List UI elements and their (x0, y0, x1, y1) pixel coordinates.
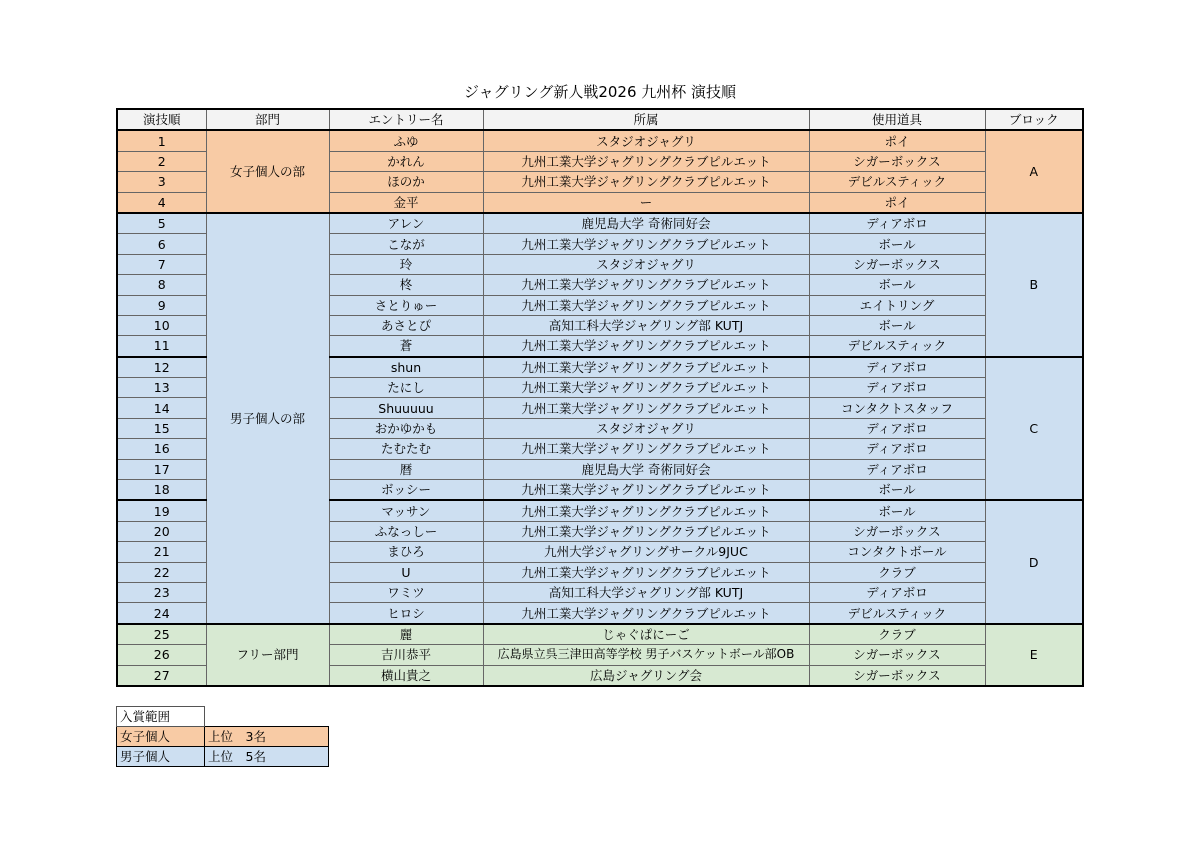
affiliation-cell: 九州工業大学ジャグリングクラブピルエット (483, 398, 809, 418)
prop-cell: ディアボロ (809, 459, 985, 479)
entry-name-cell: マッサン (329, 500, 483, 521)
order-cell: 15 (117, 418, 206, 438)
prop-cell: ディアボロ (809, 357, 985, 378)
affiliation-cell: 高知工科大学ジャグリング部 KUTJ (483, 315, 809, 335)
order-cell: 18 (117, 480, 206, 501)
prop-cell: コンタクトスタッフ (809, 398, 985, 418)
entry-name-cell: 蒼 (329, 336, 483, 357)
affiliation-cell: 九州工業大学ジャグリングクラブピルエット (483, 603, 809, 624)
entry-name-cell: ワミツ (329, 582, 483, 602)
block-c: C (985, 357, 1083, 501)
division-men: 男子個人の部 (206, 213, 329, 624)
affiliation-cell: 九州大学ジャグリングサークル9JUC (483, 542, 809, 562)
order-cell: 7 (117, 254, 206, 274)
order-cell: 24 (117, 603, 206, 624)
award-header-row (117, 707, 329, 727)
entry-name-cell: さとりゅー (329, 295, 483, 315)
order-cell: 10 (117, 315, 206, 335)
order-cell: 17 (117, 459, 206, 479)
order-cell: 27 (117, 665, 206, 686)
block-b: B (985, 213, 1083, 357)
entry-name-cell: ヒロシ (329, 603, 483, 624)
prop-cell: ボール (809, 275, 985, 295)
prop-cell: ボール (809, 234, 985, 254)
order-cell: 1 (117, 130, 206, 151)
award-label: 男子個人 (117, 747, 205, 767)
award-row-women (117, 727, 329, 747)
table-row (117, 213, 1083, 234)
order-cell: 14 (117, 398, 206, 418)
affiliation-cell: 九州工業大学ジャグリングクラブピルエット (483, 439, 809, 459)
header-order: 演技順 (117, 109, 206, 130)
affiliation-cell: ー (483, 192, 809, 213)
award-header-blank (205, 707, 329, 727)
affiliation-cell: 九州工業大学ジャグリングクラブピルエット (483, 357, 809, 378)
order-cell: 16 (117, 439, 206, 459)
entry-name-cell: まひろ (329, 542, 483, 562)
prop-cell: デビルスティック (809, 172, 985, 192)
performance-order-table (116, 108, 1084, 687)
affiliation-cell: 広島県立呉三津田高等学校 男子バスケットボール部OB (483, 645, 809, 665)
order-cell: 19 (117, 500, 206, 521)
prop-cell: ディアボロ (809, 378, 985, 398)
prop-cell: ディアボロ (809, 582, 985, 602)
affiliation-cell: 九州工業大学ジャグリングクラブピルエット (483, 275, 809, 295)
prop-cell: デビルスティック (809, 603, 985, 624)
award-range-table (116, 706, 329, 767)
entry-name-cell: ふなっしー (329, 521, 483, 541)
order-cell: 5 (117, 213, 206, 234)
prop-cell: コンタクトボール (809, 542, 985, 562)
page-title: ジャグリング新人戦2026 九州杯 演技順 (463, 83, 737, 101)
affiliation-cell: 九州工業大学ジャグリングクラブピルエット (483, 234, 809, 254)
award-row-men (117, 747, 329, 767)
order-cell: 13 (117, 378, 206, 398)
entry-name-cell: たにし (329, 378, 483, 398)
affiliation-cell: 九州工業大学ジャグリングクラブピルエット (483, 336, 809, 357)
affiliation-cell: 九州工業大学ジャグリングクラブピルエット (483, 521, 809, 541)
order-cell: 6 (117, 234, 206, 254)
affiliation-cell: 九州工業大学ジャグリングクラブピルエット (483, 295, 809, 315)
order-cell: 21 (117, 542, 206, 562)
order-cell: 22 (117, 562, 206, 582)
award-header: 入賞範囲 (117, 707, 205, 727)
order-cell: 4 (117, 192, 206, 213)
prop-cell: ボール (809, 500, 985, 521)
order-cell: 26 (117, 645, 206, 665)
prop-cell: ボール (809, 315, 985, 335)
affiliation-cell: 九州工業大学ジャグリングクラブピルエット (483, 562, 809, 582)
entry-name-cell: たむたむ (329, 439, 483, 459)
prop-cell: ディアボロ (809, 213, 985, 234)
block-e: E (985, 624, 1083, 686)
entry-name-cell: おかゆかも (329, 418, 483, 438)
affiliation-cell: 九州工業大学ジャグリングクラブピルエット (483, 378, 809, 398)
block-d: D (985, 500, 1083, 623)
prop-cell: シガーボックス (809, 151, 985, 171)
order-cell: 2 (117, 151, 206, 171)
entry-name-cell: こなが (329, 234, 483, 254)
prop-cell: ポイ (809, 130, 985, 151)
entry-name-cell: ふゆ (329, 130, 483, 151)
affiliation-cell: 高知工科大学ジャグリング部 KUTJ (483, 582, 809, 602)
division-free: フリー部門 (206, 624, 329, 686)
entry-name-cell: かれん (329, 151, 483, 171)
entry-name-cell: 暦 (329, 459, 483, 479)
affiliation-cell: 九州工業大学ジャグリングクラブピルエット (483, 151, 809, 171)
entry-name-cell: Shuuuuu (329, 398, 483, 418)
entry-name-cell: 吉川恭平 (329, 645, 483, 665)
affiliation-cell: スタジオジャグリ (483, 418, 809, 438)
order-cell: 8 (117, 275, 206, 295)
order-cell: 9 (117, 295, 206, 315)
order-cell: 3 (117, 172, 206, 192)
entry-name-cell: 横山貴之 (329, 665, 483, 686)
prop-cell: デビルスティック (809, 336, 985, 357)
entry-name-cell: アレン (329, 213, 483, 234)
entry-name-cell: ほのか (329, 172, 483, 192)
header-prop: 使用道具 (809, 109, 985, 130)
entry-name-cell: 柊 (329, 275, 483, 295)
header-division: 部門 (206, 109, 329, 130)
affiliation-cell: じゃぐぱにーご (483, 624, 809, 645)
prop-cell: ディアボロ (809, 418, 985, 438)
table-row (117, 624, 1083, 645)
table-row (117, 130, 1083, 151)
prop-cell: ボール (809, 480, 985, 501)
award-value: 上位 5名 (205, 747, 329, 767)
affiliation-cell: 広島ジャグリング会 (483, 665, 809, 686)
affiliation-cell: 九州工業大学ジャグリングクラブピルエット (483, 500, 809, 521)
entry-name-cell: あさとぴ (329, 315, 483, 335)
award-value: 上位 3名 (205, 727, 329, 747)
affiliation-cell: 鹿児島大学 奇術同好会 (483, 213, 809, 234)
entry-name-cell: 玲 (329, 254, 483, 274)
affiliation-cell: 九州工業大学ジャグリングクラブピルエット (483, 480, 809, 501)
prop-cell: シガーボックス (809, 521, 985, 541)
prop-cell: シガーボックス (809, 645, 985, 665)
order-cell: 12 (117, 357, 206, 378)
header-entry-name: エントリー名 (329, 109, 483, 130)
table-header-row (117, 109, 1083, 130)
prop-cell: シガーボックス (809, 665, 985, 686)
affiliation-cell: スタジオジャグリ (483, 254, 809, 274)
order-cell: 25 (117, 624, 206, 645)
award-label: 女子個人 (117, 727, 205, 747)
order-cell: 20 (117, 521, 206, 541)
entry-name-cell: ボッシー (329, 480, 483, 501)
entry-name-cell: shun (329, 357, 483, 378)
block-a: A (985, 130, 1083, 213)
entry-name-cell: U (329, 562, 483, 582)
header-affiliation: 所属 (483, 109, 809, 130)
affiliation-cell: スタジオジャグリ (483, 130, 809, 151)
prop-cell: クラブ (809, 562, 985, 582)
entry-name-cell: 金平 (329, 192, 483, 213)
affiliation-cell: 九州工業大学ジャグリングクラブピルエット (483, 172, 809, 192)
order-cell: 23 (117, 582, 206, 602)
prop-cell: ディアボロ (809, 439, 985, 459)
prop-cell: シガーボックス (809, 254, 985, 274)
header-block: ブロック (985, 109, 1083, 130)
affiliation-cell: 鹿児島大学 奇術同好会 (483, 459, 809, 479)
order-cell: 11 (117, 336, 206, 357)
prop-cell: クラブ (809, 624, 985, 645)
division-women: 女子個人の部 (206, 130, 329, 213)
prop-cell: ポイ (809, 192, 985, 213)
entry-name-cell: 麗 (329, 624, 483, 645)
prop-cell: エイトリング (809, 295, 985, 315)
